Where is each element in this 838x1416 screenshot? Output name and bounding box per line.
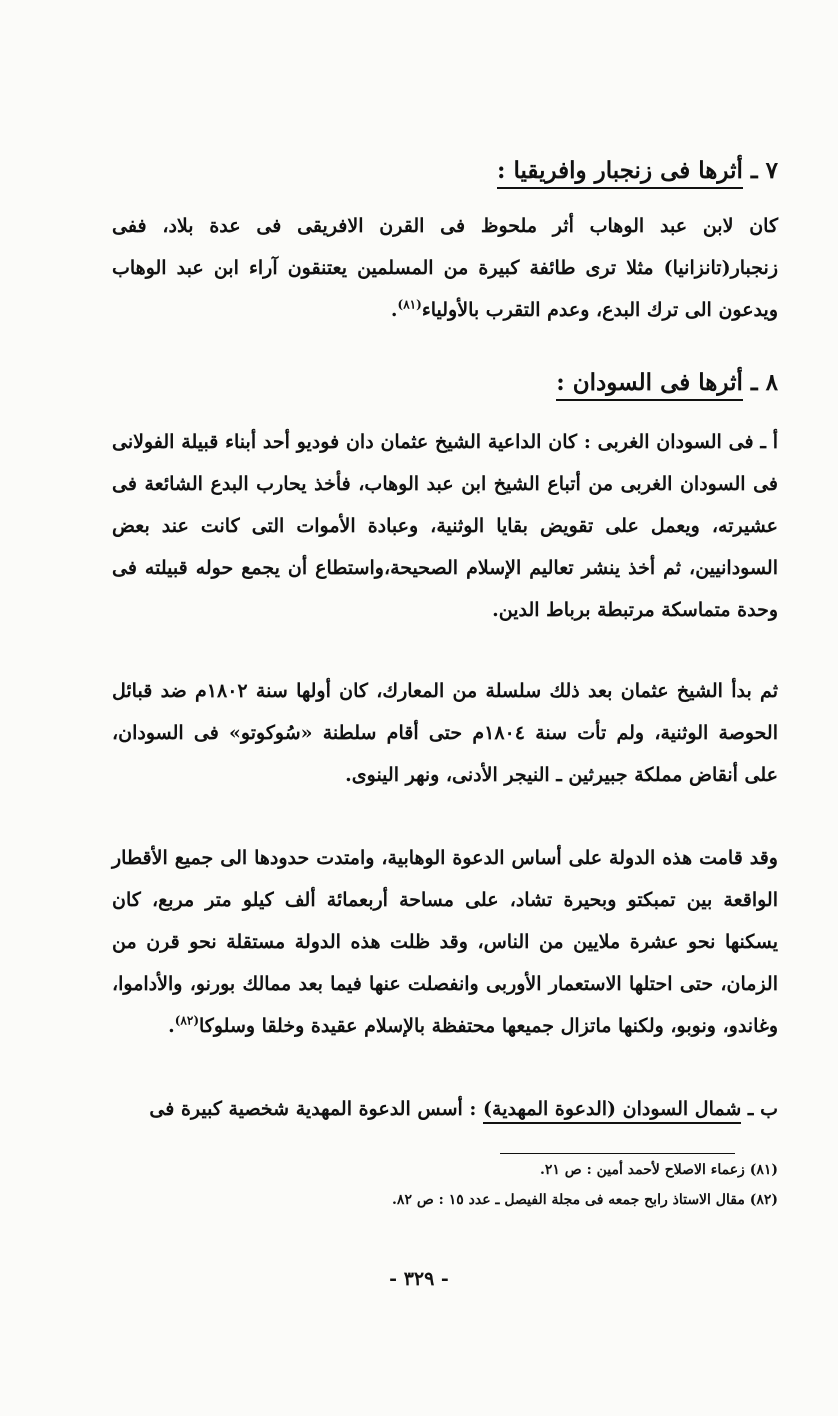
section-heading-8 <box>556 367 778 399</box>
paragraph-text: : أسس الدعوة المهدية شخصية كبيرة فى <box>149 1098 484 1120</box>
paragraph-text: وقد قامت هذه الدولة على أساس الدعوة الوهابية، وامتدت حدودها الى جميع الأقطار الواقعة بين تمبكتو وبحيرة تشاد، على مساحة أربعمائة ألف كيلو متر مربع، كان يسكنها نحو عشرة ملايين من الناس، وقد ظلت هذه الدولة مستقلة نحو قرن من الزمان، حتى احتلها الاستعمار الأوربى وانفصلت عنها فيما بعد ممالك بورنو، والأداموا، وغاندو، ونوبو، ولكنها ماتزال جميعها محتفظة بالإسلام عقيدة وخلقا وسلوكا <box>112 847 778 1037</box>
heading-number: ٧ ـ <box>750 157 778 184</box>
paragraph-end: . <box>390 299 398 321</box>
footnote-text: زعماء الاصلاح لأحمد أمين : ص ٢١. <box>540 1162 745 1178</box>
heading-title: أثرها فى زنجبار وافريقيا : <box>497 157 743 189</box>
footnote-divider <box>500 1153 735 1154</box>
paragraph-subtitle: شمال السودان (الدعوة المهدية) <box>483 1098 741 1124</box>
paragraph-battles: ثم بدأ الشيخ عثمان بعد ذلك سلسلة من المعارك، كان أولها سنة ١٨٠٢م ضد قبائل الحوصة الوثنية، ولم تأت سنة ١٨٠٤م حتى أقام سلطنة «سُوكوتو» فى السودان، على أنقاض مملكة جبيرثين ـ النيجر الأدنى، ونهر الينوى. <box>112 680 778 786</box>
paragraph-end: . <box>168 1015 175 1037</box>
paragraph-text: كان لابن عبد الوهاب أثر ملحوظ فى القرن الافريقى فى عدة بلاد، ففى زنجبار(تانزانيا) مثلا ترى طائفة كبيرة من المسلمين يعتنقون آراء ابن عبد الوهاب ويدعون الى ترك البدع، وعدم التقرب بالأولياء <box>112 215 778 321</box>
paragraph-northern-sudan <box>112 1088 778 1130</box>
section-heading-7 <box>497 155 778 187</box>
paragraph-zanzibar <box>112 205 778 331</box>
footnote-ref: (٨٢) <box>174 1013 199 1028</box>
footnote-text: مقال الاستاذ رابح جمعه فى مجلة الفيصل ـ عدد ١٥ : ص ٨٢. <box>392 1192 745 1208</box>
page-number: - ٣٢٩ - <box>389 1268 449 1290</box>
heading-number: ٨ ـ <box>750 369 778 396</box>
footnote-number: (٨١) <box>749 1162 778 1178</box>
paragraph-western-sudan: أ ـ فى السودان الغربى : كان الداعية الشيخ عثمان دان فوديو أحد أبناء قبيلة الفولانى فى السودان الغربى من أتباع الشيخ ابن عبد الوهاب، فأخذ يحارب البدع الشائعة فى عشيرته، ويعمل على تقويض بقايا الوثنية، وعبادة الأموات التى كانت عند بعض السودانيين، ثم أخذ ينشر تعاليم الإسلام الصحيحة،واستطاع أن يجمع حوله قبيلته فى وحدة متماسكة مرتبطة برباط الدين. <box>112 431 778 621</box>
footnote-ref: (٨١) <box>397 297 422 312</box>
footnote-82 <box>112 1190 778 1210</box>
paragraph-state <box>112 837 778 1047</box>
heading-title: أثرها فى السودان : <box>556 369 743 401</box>
footnote-81 <box>112 1160 778 1180</box>
paragraph-lead: ب ـ <box>747 1098 778 1120</box>
footnote-number: (٨٢) <box>749 1192 778 1208</box>
